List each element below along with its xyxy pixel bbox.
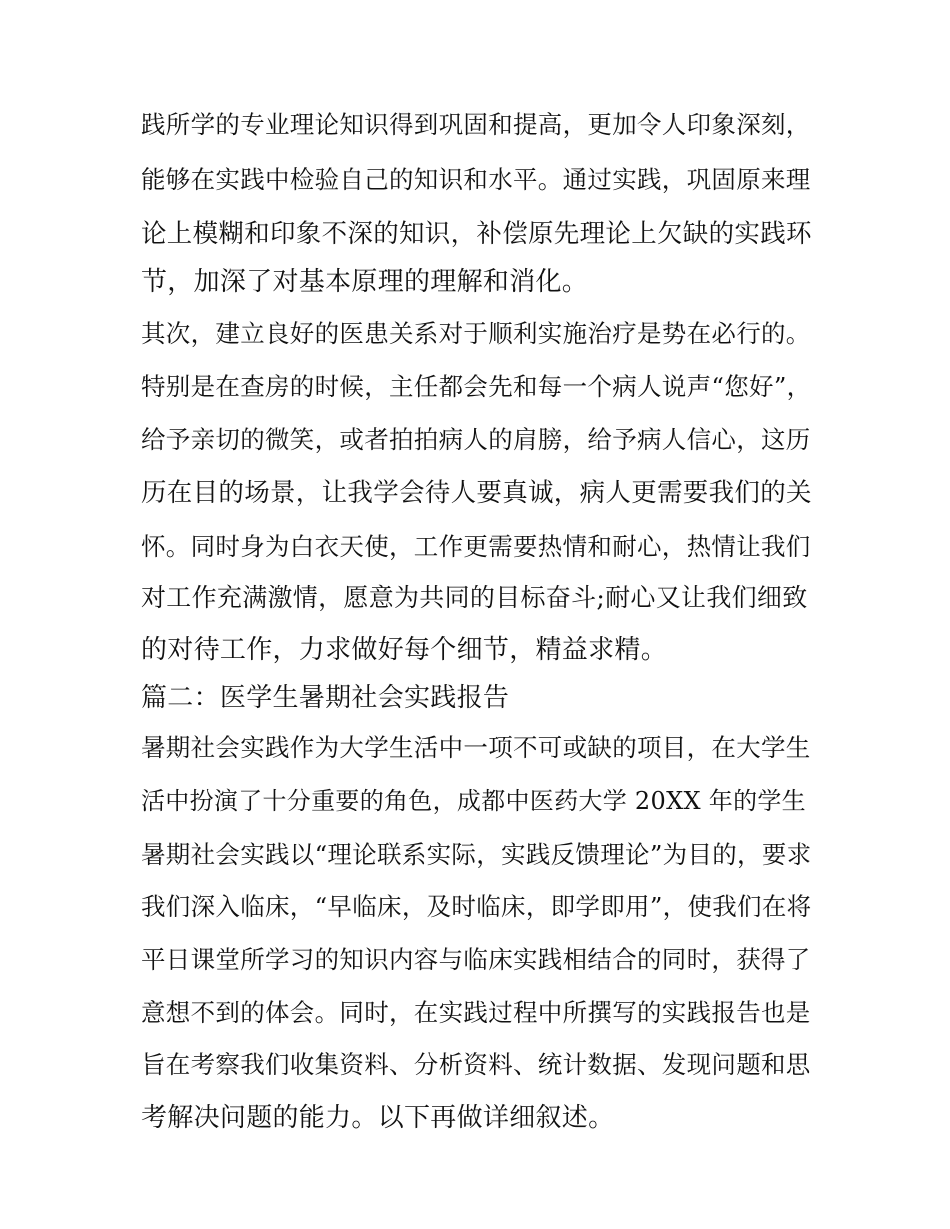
paragraph-line: 怀。同时身为白衣天使，工作更需要热情和耐心，热情让我们 [141, 532, 811, 561]
paragraph-line: 的对待工作，力求做好每个细节，精益求精。 [141, 635, 668, 665]
paragraph-line: 考解决问题的能力。以下再做详细叙述。 [141, 1103, 615, 1133]
paragraph-line: 暑期社会实践作为大学生活中一项不可或缺的项目，在大学生 [141, 733, 811, 762]
paragraph-line: 旨在考察我们收集资料、分析资料、统计数据、发现问题和思 [141, 1050, 811, 1079]
section-heading: 篇二：医学生暑期社会实践报告 [141, 683, 510, 713]
paragraph-line: 历在目的场景，让我学会待人要真诚，病人更需要我们的关 [141, 478, 812, 508]
paragraph-line: 其次，建立良好的医患关系对于顺利实施治疗是势在必行的。 [141, 319, 811, 348]
paragraph-line: 活中扮演了十分重要的角色，成都中医药大学 20XX 年的学生 [141, 787, 806, 815]
paragraph-line: 特别是在查房的时候，主任都会先和每一个病人说声“您好”， [141, 372, 812, 401]
paragraph-line: 意想不到的体会。同时，在实践过程中所撰写的实践报告也是 [141, 998, 811, 1027]
paragraph-line: 对工作充满激情，愿意为共同的目标奋斗;耐心又让我们细致 [141, 583, 808, 612]
paragraph-line: 能够在实践中检验自己的知识和水平。通过实践，巩固原来理 [141, 165, 811, 194]
paragraph-line: 践所学的专业理论知识得到巩固和提高，更加令人印象深刻， [141, 110, 811, 139]
paragraph-line: 节，加深了对基本原理的理解和消化。 [141, 267, 589, 297]
paragraph-line: 给予亲切的微笑，或者拍拍病人的肩膀，给予病人信心，这历 [141, 425, 811, 454]
paragraph-line: 论上模糊和印象不深的知识，补偿原先理论上欠缺的实践环 [141, 219, 812, 249]
paragraph-line: 暑期社会实践以“理论联系实际，实践反馈理论”为目的，要求 [141, 840, 812, 869]
paragraph-line: 平日课堂所学习的知识内容与临床实践相结合的同时，获得了 [141, 945, 811, 974]
paragraph-line: 我们深入临床，“早临床，及时临床，即学即用”，使我们在将 [141, 892, 812, 921]
